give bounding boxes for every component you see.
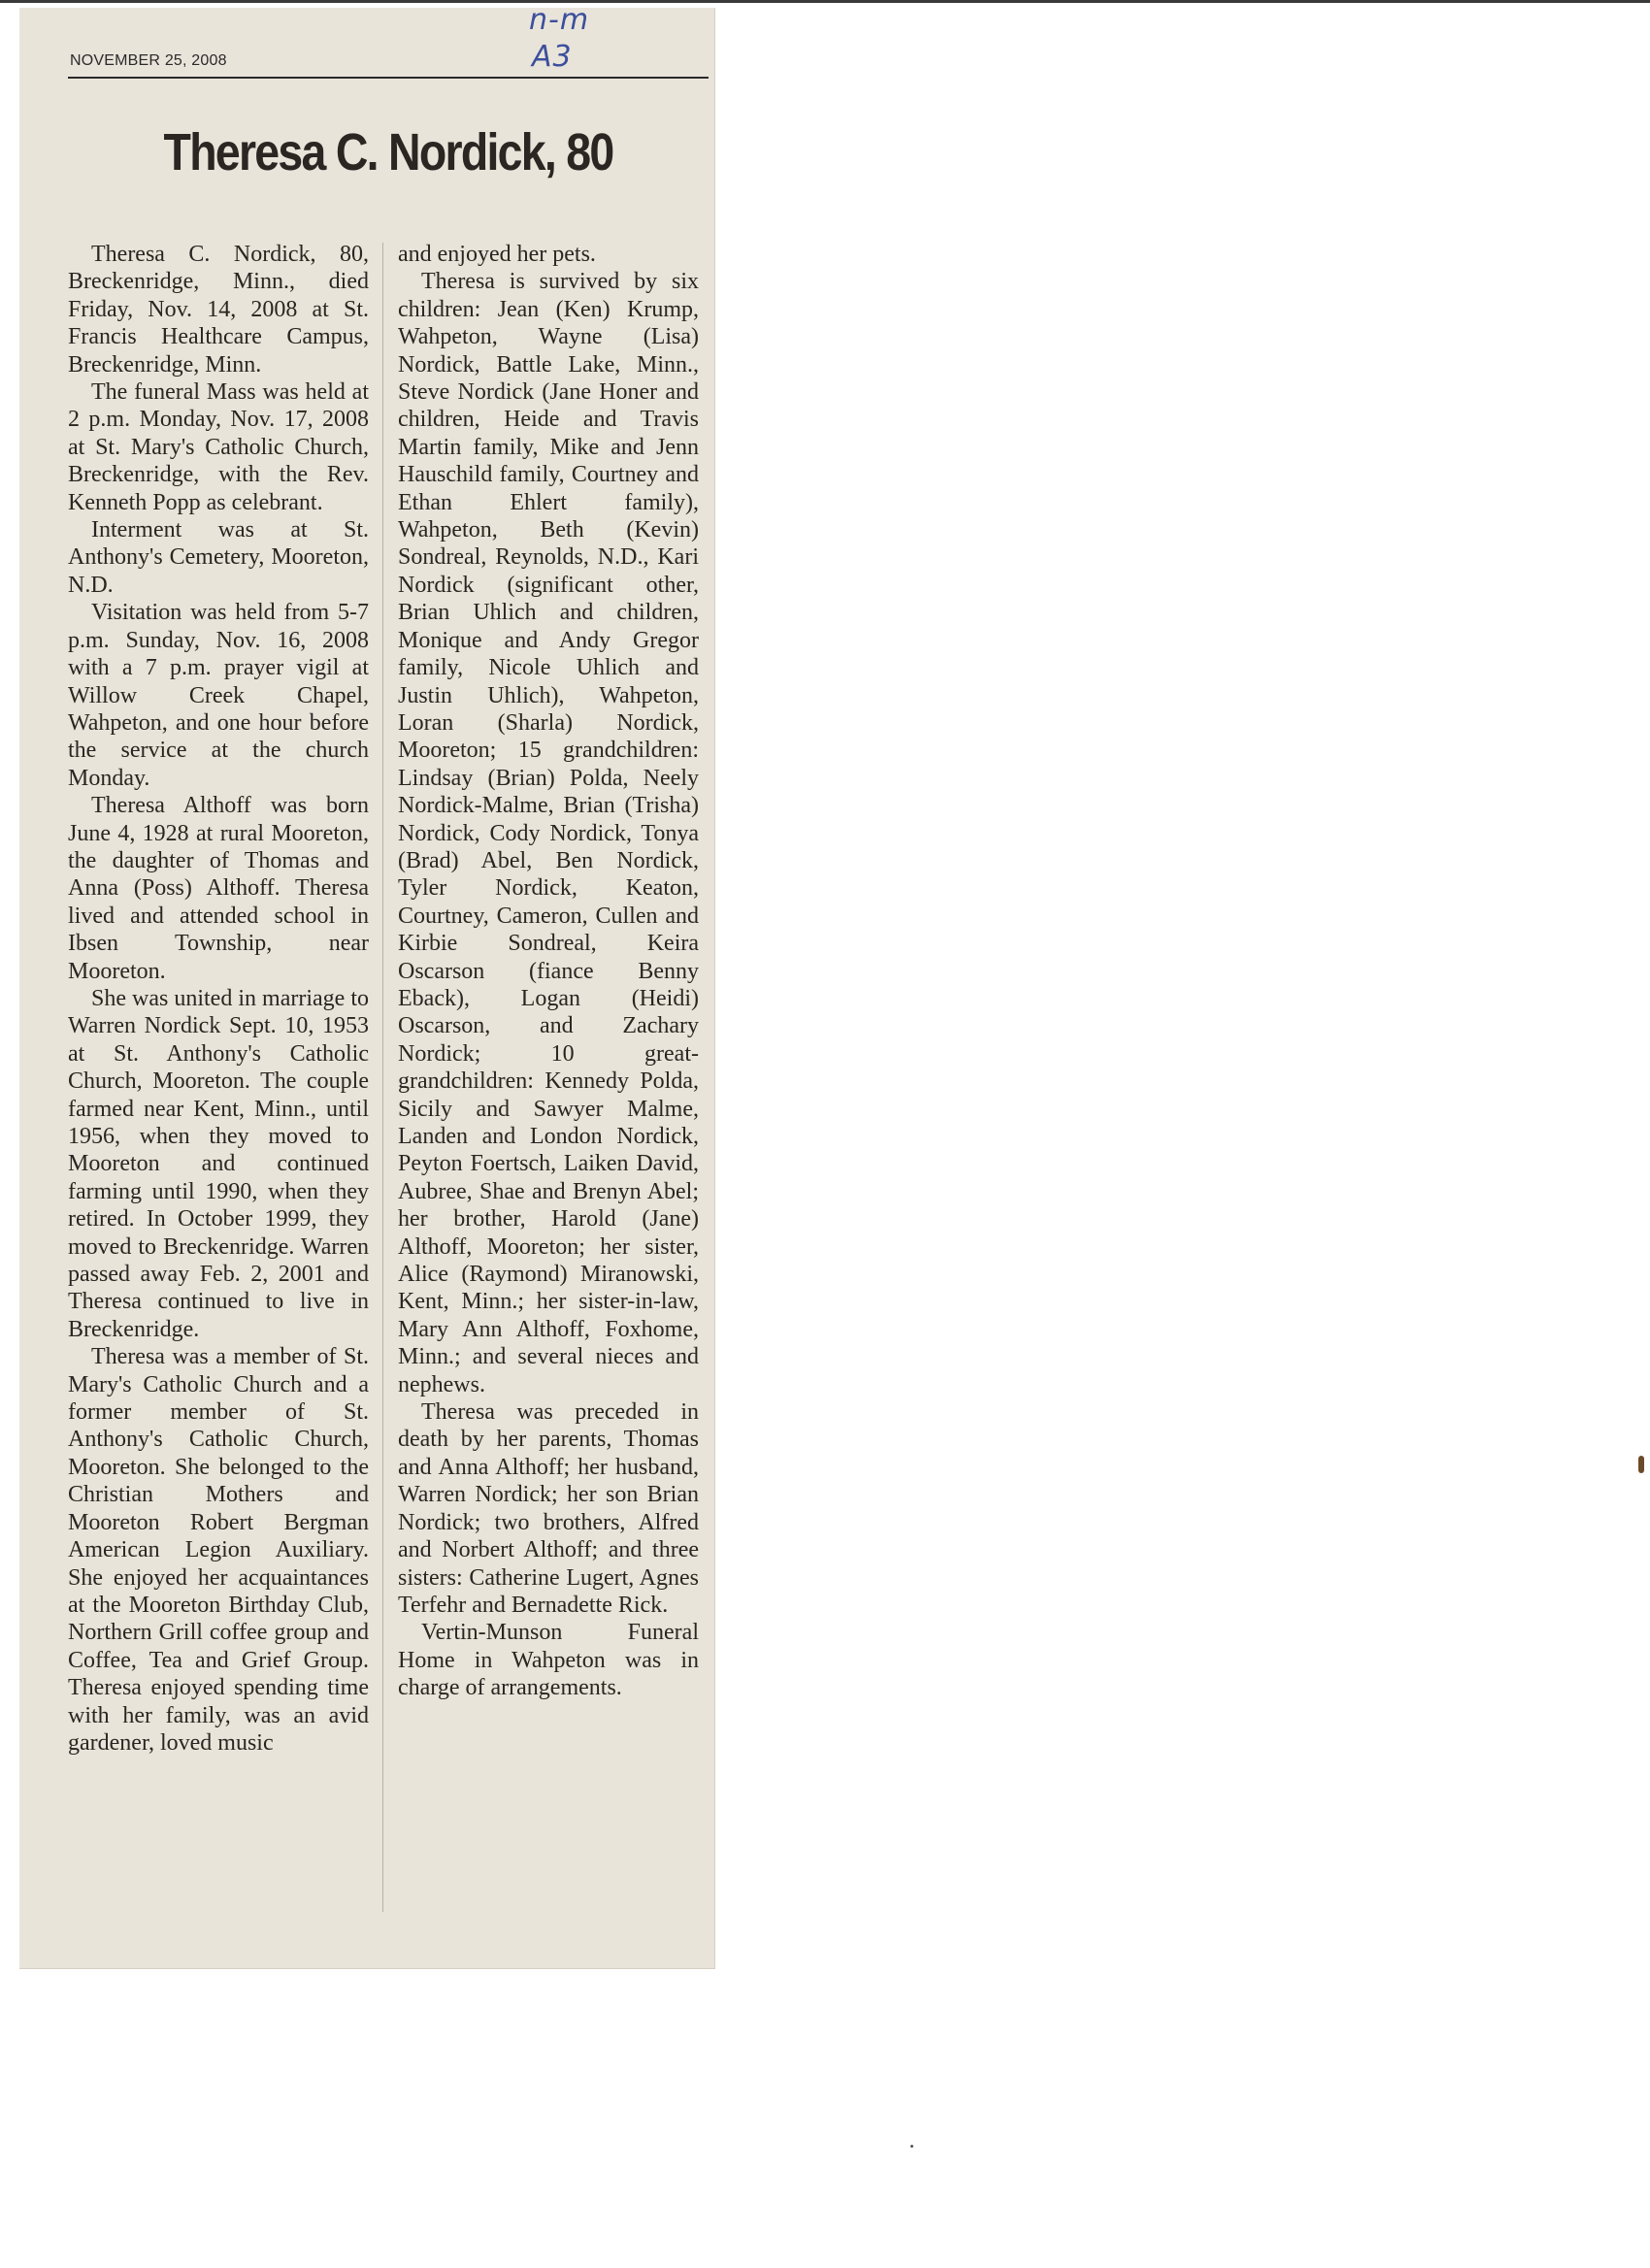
paragraph: and enjoyed her pets. — [398, 242, 596, 267]
paragraph: The funeral Mass was held at 2 p.m. Monday, Nov. 17, 2008 at St. Mary's Catholic Church, Breckenridge, with the Rev. Kenneth Popp as celebrant. — [68, 379, 369, 515]
header-rule — [68, 77, 709, 79]
left-column — [68, 241, 369, 1757]
paragraph: Interment was at St. Anthony's Cemetery, Mooreton, N.D. — [68, 517, 369, 598]
paragraph: Vertin-Munson Funeral Home in Wahpeton was in charge of arrangements. — [398, 1620, 699, 1701]
paragraph: Visitation was held from 5-7 p.m. Sunday, Nov. 16, 2008 with a 7 p.m. prayer vigil at Willow Creek Chapel, Wahpeton, and one hour before the service at the church Monday. — [68, 600, 369, 791]
paragraph: Theresa C. Nordick, 80, Breckenridge, Minn., died Friday, Nov. 14, 2008 at St. Francis Healthcare Campus, Breckenridge, Minn. — [68, 242, 369, 378]
dateline: NOVEMBER 25, 2008 — [70, 52, 227, 69]
paragraph: Theresa was a member of St. Mary's Catholic Church and a former member of St. Anthony's Catholic Church, Mooreton. She belonged to the Christian Mothers and Mooreton Robert Bergman American Legion Auxiliary. She enjoyed her acquaintances at the Mooreton Birthday Club, Northern Grill coffee group and Coffee, Tea and Grief Group. Theresa enjoyed spending time with her family, was an avid gardener, loved music — [68, 1344, 369, 1756]
paragraph: Theresa was preceded in death by her parents, Thomas and Anna Althoff; her husband, Warren Nordick; her son Brian Nordick; two brothers, Alfred and Norbert Althoff; and three sisters: Catherine Lugert, Agnes Terfehr and Bernadette Rick. — [398, 1399, 699, 1618]
right-column — [398, 241, 699, 1702]
scan-speck — [1638, 1456, 1644, 1473]
paragraph: Theresa is survived by six children: Jean (Ken) Krump, Wahpeton, Wayne (Lisa) Nordick, Battle Lake, Minn., Steve Nordick (Jane Honer and children, Heide and Travis Martin family, Mike and Jenn Hauschild family, Courtney and Ethan Ehlert family), Wahpeton, Beth (Kevin) Sondreal, Reynolds, N.D., Kari Nordick (significant other, Brian Uhlich and children, Monique and Andy Gregor family, Nicole Uhlich and Justin Uhlich), Wahpeton, Loran (Sharla) Nordick, Mooreton; 15 grandchildren: Lindsay (Brian) Polda, Neely Nordick-Malme, Brian (Trisha) Nordick, Cody Nordick, Tonya (Brad) Abel, Ben Nordick, Tyler Nordick, Keaton, Courtney, Cameron, Cullen and Kirbie Sondreal, Keira Oscarson (fiance Benny Eback), Logan (Heidi) Oscarson, and Zachary Nordick; 10 great-grandchildren: Kennedy Polda, Sicily and Sawyer Malme, Landen and London Nordick, Peyton Foertsch, Laiken David, Aubree, Shae and Brenyn Abel; her brother, Harold (Jane) Althoff, Mooreton; her sister, Alice (Raymond) Miranowski, Kent, Minn.; her sister-in-law, Mary Ann Althoff, Foxhome, Minn.; and several nieces and nephews. — [398, 269, 699, 1397]
column-divider — [382, 243, 383, 1912]
handwritten-annotation-line2: A3 — [532, 40, 573, 74]
obituary-headline: Theresa C. Nordick, 80 — [163, 123, 613, 181]
scan-dot — [910, 2145, 913, 2148]
handwritten-annotation-line1: n-m — [529, 3, 590, 37]
paragraph: Theresa Althoff was born June 4, 1928 at rural Mooreton, the daughter of Thomas and Anna (Poss) Althoff. Theresa lived and attended school in Ibsen Township, near Mooreton. — [68, 793, 369, 984]
paragraph: She was united in marriage to Warren Nordick Sept. 10, 1953 at St. Anthony's Catholic Church, Mooreton. The couple farmed near Kent, Minn., until 1956, when they moved to Mooreton and continued farming until 1990, when they retired. In October 1999, they moved to Breckenridge. Warren passed away Feb. 2, 2001 and Theresa continued to live in Breckenridge. — [68, 985, 369, 1342]
scan-edge — [0, 0, 1650, 3]
